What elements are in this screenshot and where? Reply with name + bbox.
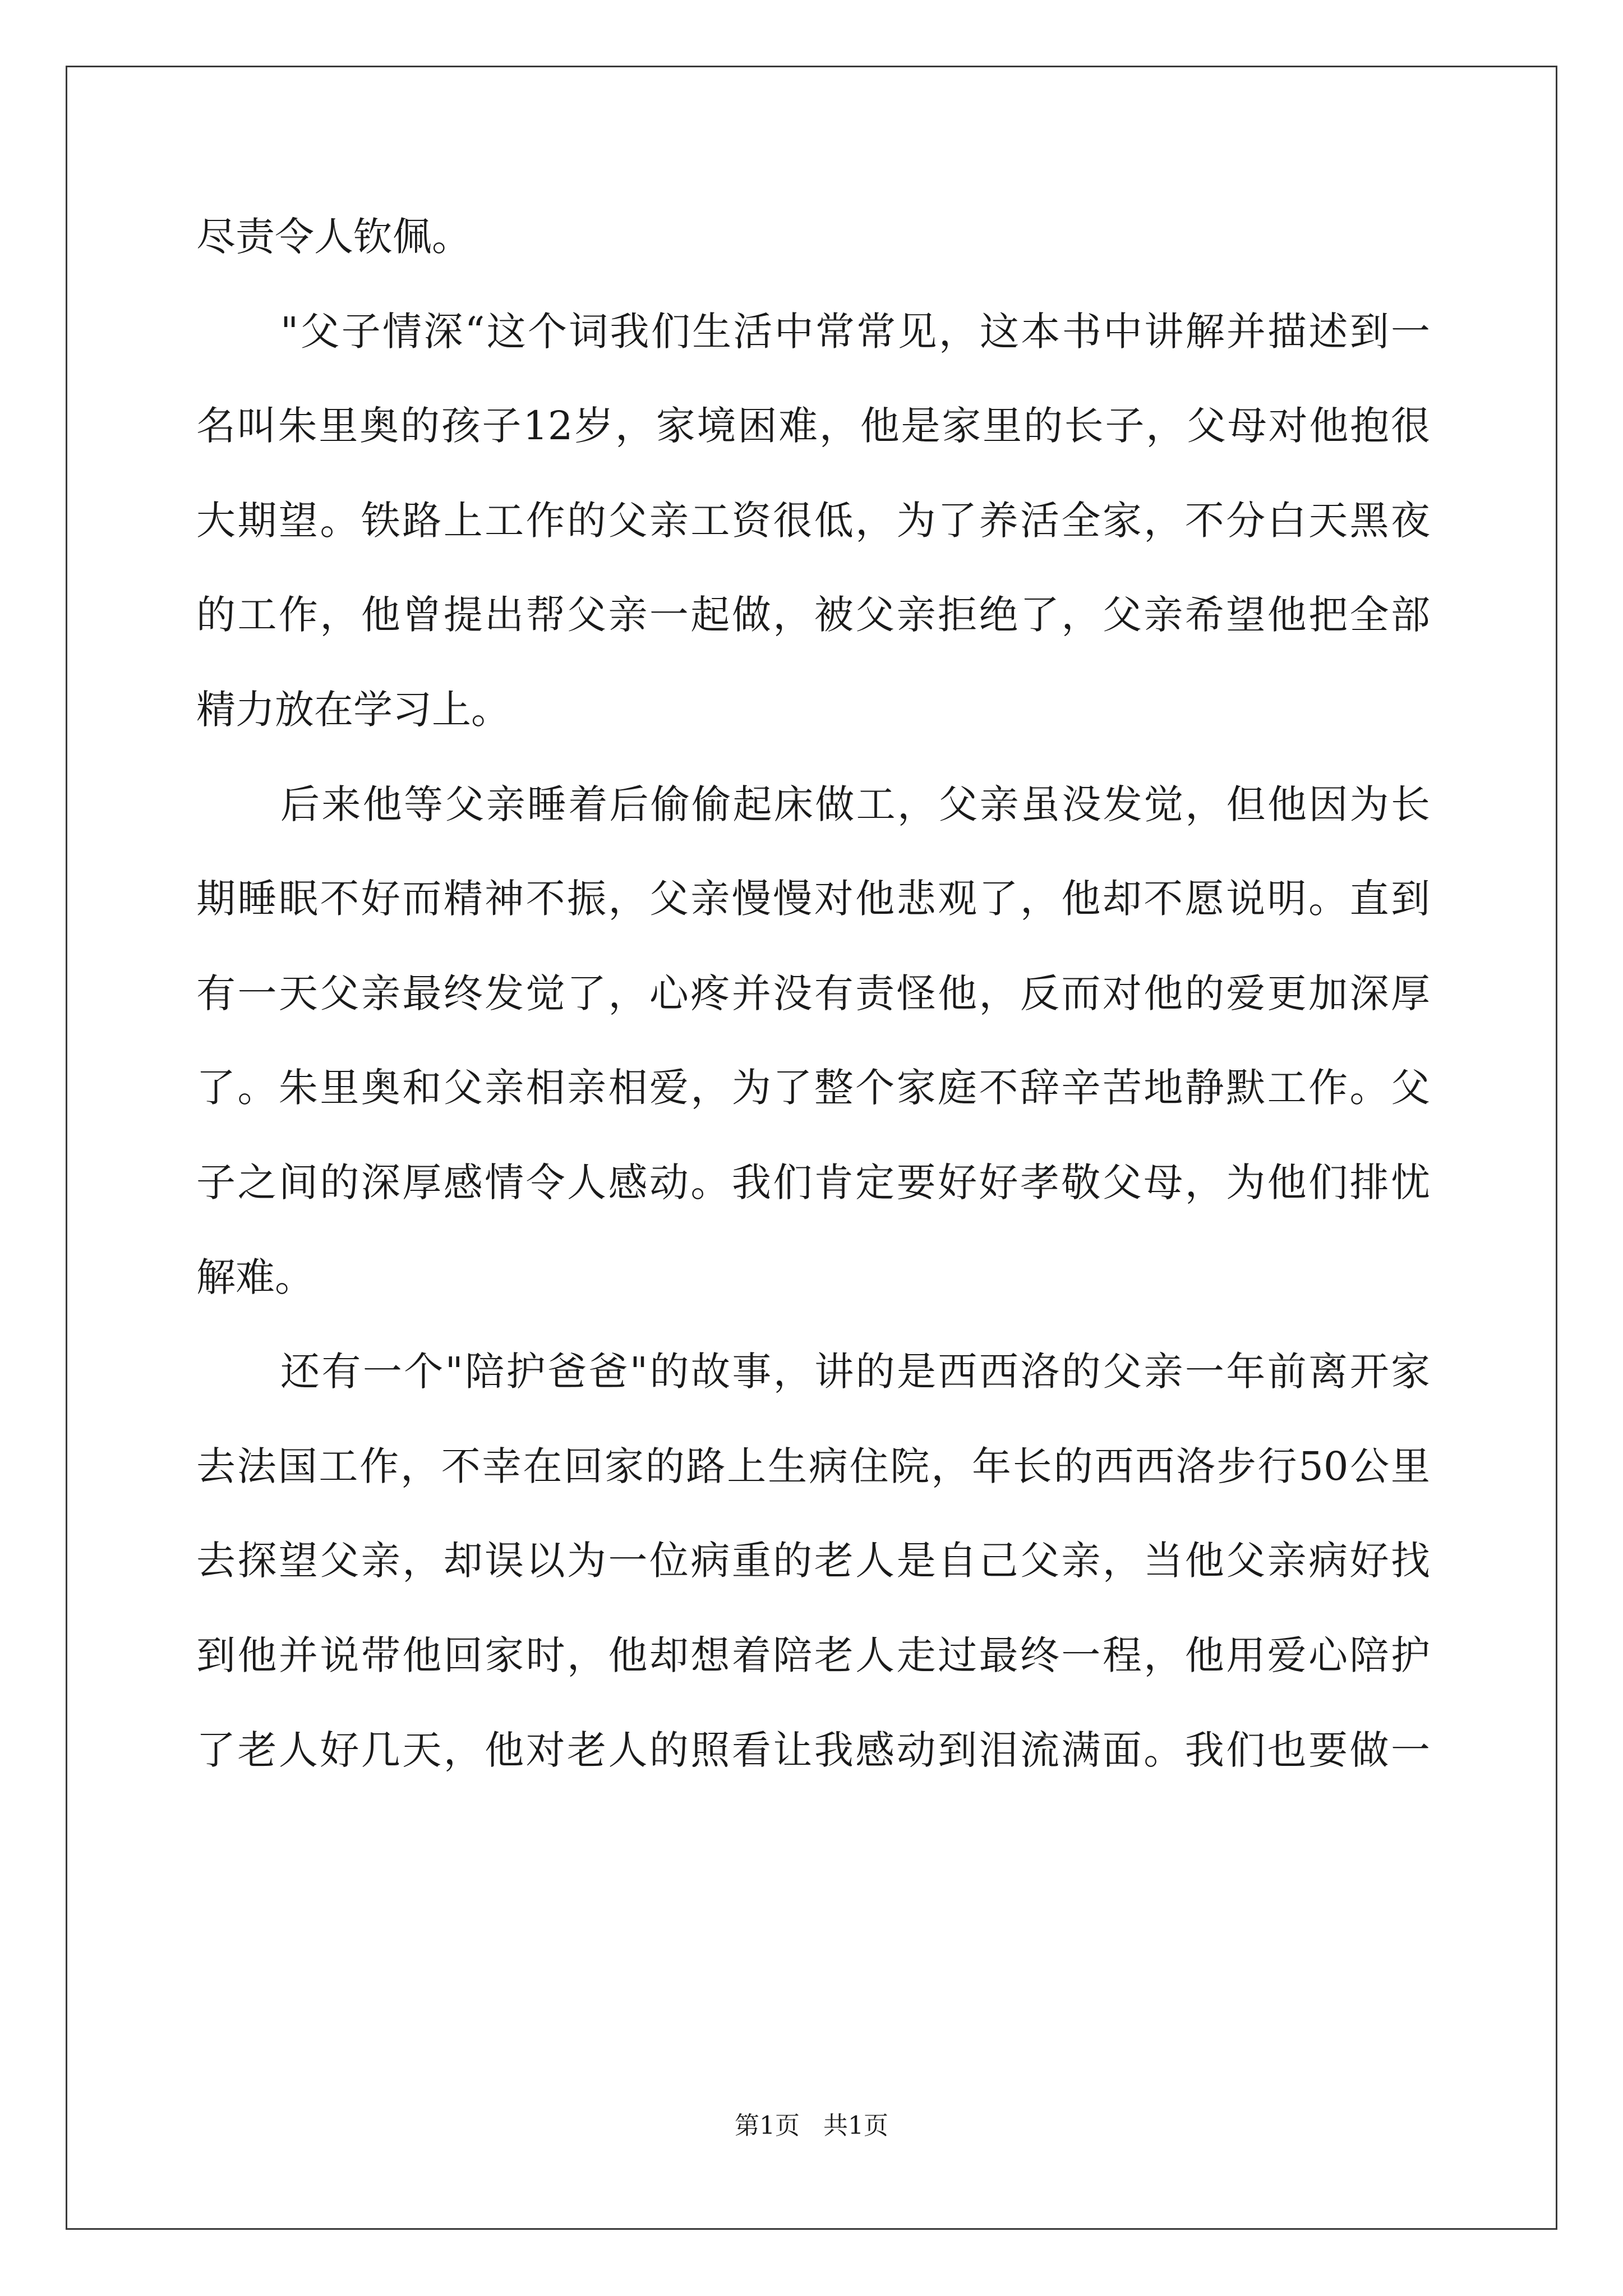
page-footer: 第1页 共1页 xyxy=(735,2111,888,2140)
text-line: "父子情深“这个词我们生活中常常见，这本书中讲解并描述到一 xyxy=(280,308,1430,355)
text-line: 精力放在学习上。 xyxy=(196,686,510,733)
text-line: 去法国工作，不幸在回家的路上生病住院，年长的西西洛步行50公里 xyxy=(196,1443,1430,1489)
text-line: 大期望。铁路上工作的父亲工资很低，为了养活全家，不分白天黑夜 xyxy=(196,497,1430,544)
text-line: 去探望父亲，却误以为一位病重的老人是自己父亲，当他父亲病好找 xyxy=(196,1538,1430,1584)
text-line: 子之间的深厚感情令人感动。我们肯定要好好孝敬父母，为他们排忧 xyxy=(196,1159,1430,1205)
text-line: 到他并说带他回家时，他却想着陪老人走过最终一程，他用爱心陪护 xyxy=(196,1632,1430,1678)
text-line: 有一天父亲最终发觉了，心疼并没有责怪他，反而对他的爱更加深厚 xyxy=(196,970,1430,1016)
text-line: 的工作，他曾提出帮父亲一起做，被父亲拒绝了，父亲希望他把全部 xyxy=(196,592,1430,638)
text-line: 尽责令人钦佩。 xyxy=(196,214,471,260)
text-line: 后来他等父亲睡着后偷偷起床做工，父亲虽没发觉，但他因为长 xyxy=(280,781,1430,827)
text-line: 解难。 xyxy=(196,1254,314,1300)
document-body xyxy=(196,190,1430,1797)
text-line: 了老人好几天，他对老人的照看让我感动到泪流满面。我们也要做一 xyxy=(196,1727,1430,1773)
text-line: 名叫朱里奥的孩子12岁，家境困难，他是家里的长子，父母对他抱很 xyxy=(196,403,1430,449)
text-line: 还有一个"陪护爸爸"的故事，讲的是西西洛的父亲一年前离开家 xyxy=(280,1349,1430,1395)
text-line: 期睡眠不好而精神不振，父亲慢慢对他悲观了，他却不愿说明。直到 xyxy=(196,876,1430,922)
text-line: 了。朱里奥和父亲相亲相爱，为了整个家庭不辞辛苦地静默工作。父 xyxy=(196,1065,1430,1111)
